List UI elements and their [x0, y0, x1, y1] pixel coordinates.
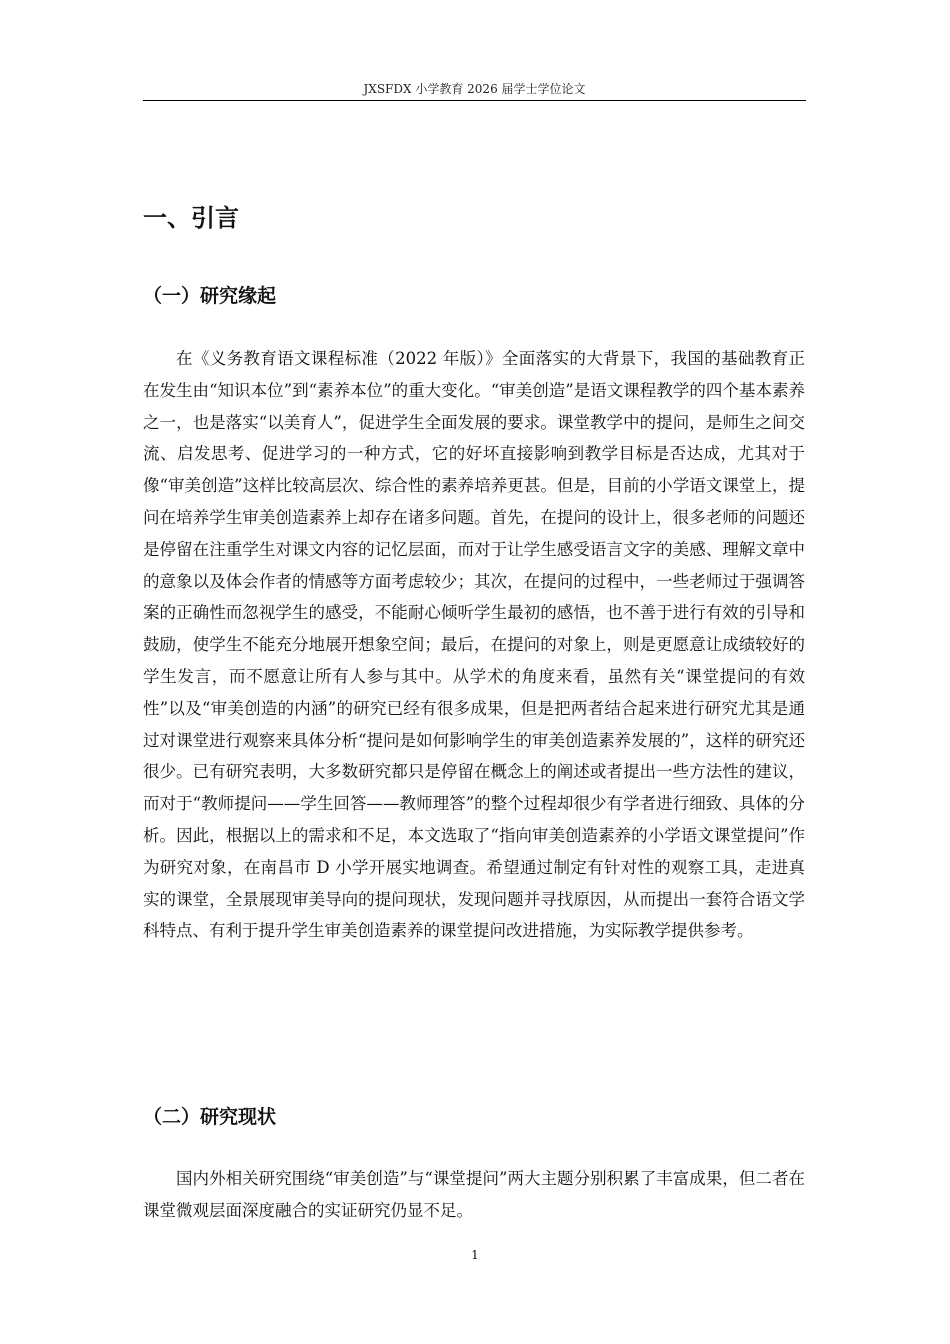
running-header: JXSFDX 小学教育 2026 届学士学位论文 — [363, 82, 586, 96]
body-paragraph-research-origin: 在《义务教育语文课程标准（2022 年版）》全面落实的大背景下，我国的基础教育正在发生由“知识本位”到“素养本位”的重大变化。“审美创造”是语文课程教学的四个基本素养之一，也是落实“以美育人”，促进学生全面发展的要求。课堂教学中的提问，是师生之间交流、启发思考、促进学习的一种方式，它的好坏直接影响到教学目标是否达成，尤其对于像“审美创造”这样比较高层次、综合性的素养培养更甚。但是，目前的小学语文课堂上，提问在培养学生审美创造素养上却存在诸多问题。首先，在提问的设计上，很多老师的问题还是停留在注重学生对课文内容的记忆层面，而对于让学生感受语言文字的美感、理解文章中的意象以及体会作者的情感等方面考虑较少；其次，在提问的过程中，一些老师过于强调答案的正确性而忽视学生的感受，不能耐心倾听学生最初的感悟，也不善于进行有效的引导和鼓励，使学生不能充分地展开想象空间；最后，在提问的对象上，则是更愿意让成绩较好的学生发言，而不愿意让所有人参与其中。从学术的角度来看，虽然有关“课堂提问的有效性”以及“审美创造的内涵”的研究已经有很多成果，但是把两者结合起来进行研究尤其是通过对课堂进行观察来具体分析“提问是如何影响学生的审美创造素养发展的”，这样的研究还很少。已有研究表明，大多数研究都只是停留在概念上的阐述或者提出一些方法性的建议，而对于“教师提问——学生回答——教师理答”的整个过程却很少有学者进行细致、具体的分析。因此，根据以上的需求和不足，本文选取了“指向审美创造素养的小学语文课堂提问”作为研究对象，在南昌市 D 小学开展实地调查。希望通过制定有针对性的观察工具，走进真实的课堂，全景展现审美导向的提问现状，发现问题并寻找原因，从而提出一套符合语文学科特点、有利于提升学生审美创造素养的课堂提问改进措施，为实际教学提供参考。 — [143, 349, 805, 941]
subsection-heading-research-origin: （一）研究缘起 — [143, 285, 277, 307]
subsection-heading-research-status: （二）研究现状 — [143, 1106, 277, 1128]
section-heading-introduction: 一、引言 — [143, 204, 239, 232]
header-rule — [143, 100, 806, 101]
body-paragraph-research-status: 国内外相关研究围绕“审美创造”与“课堂提问”两大主题分别积累了丰富成果，但二者在课堂微观层面深度融合的实证研究仍显不足。 — [143, 1169, 805, 1220]
page-number: 1 — [471, 1248, 479, 1262]
